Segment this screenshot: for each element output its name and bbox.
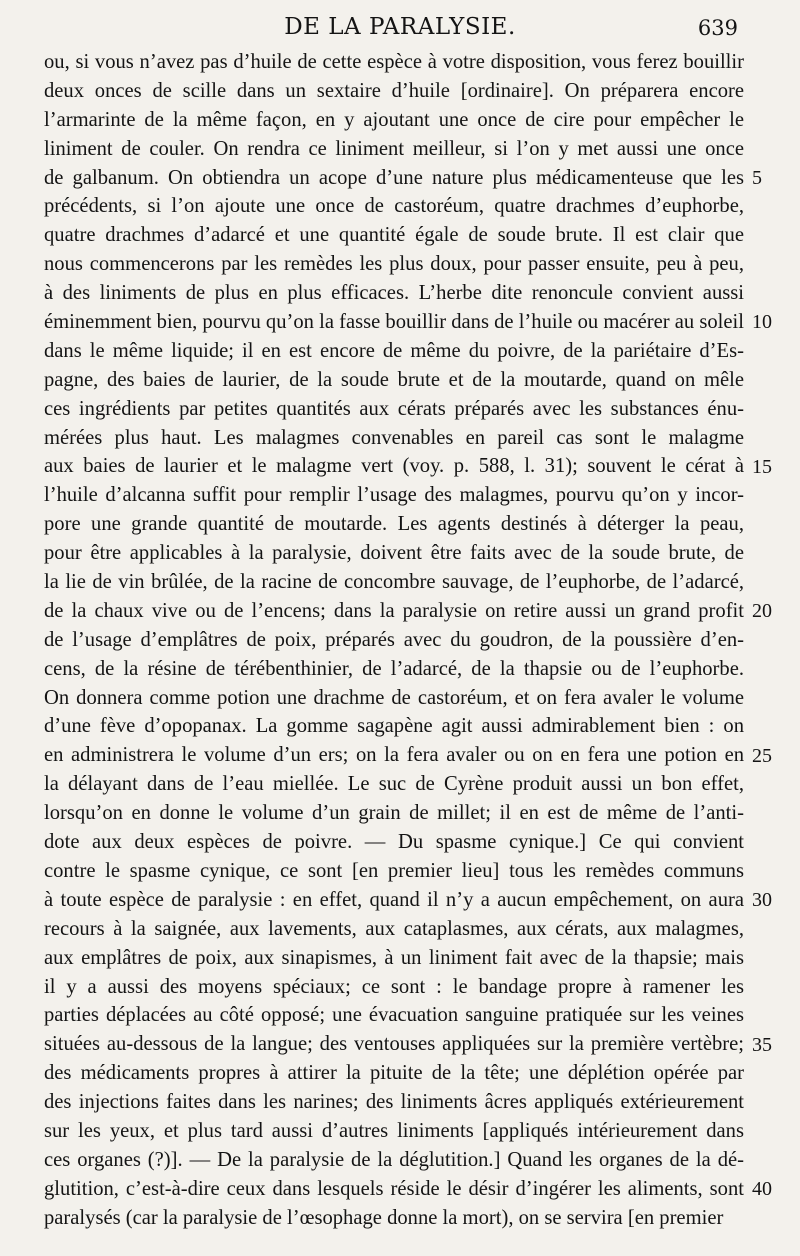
text-line: l’armarinte de la même façon, en y ajoutant une once de cire pour empêcher le	[44, 108, 744, 131]
text-line: la délayant dans de l’eau miellée. Le suc de Cyrène produit aussi un bon effet,	[44, 773, 744, 796]
text-line: de la chaux vive ou de l’encens; dans la paralysie on retire aussi un grand profit	[44, 599, 744, 622]
text-line: aux baies de laurier et le malagme vert (voy. p. 588, l. 31); souvent le cérat à	[44, 455, 744, 478]
line-number: 20	[752, 600, 772, 623]
text-line: liniment de couler. On rendra ce liniment meilleur, si l’on y met aussi une once	[44, 137, 744, 160]
text-line: des injections faites dans les narines; des liniments âcres appliqués extérieurement	[44, 1091, 744, 1114]
text-line: en administrera le volume d’un ers; on la fera avaler ou on en fera une potion en	[44, 744, 744, 767]
text-line: pour être applicables à la paralysie, doivent être faits avec de la soude brute, de	[44, 542, 744, 565]
line-number: 15	[752, 455, 772, 478]
text-line: nous commencerons par les remèdes les plus doux, pour passer ensuite, peu à peu,	[44, 253, 744, 276]
text-line: parties déplacées au côté opposé; une évacuation sanguine pratiquée sur les veines	[44, 1004, 744, 1027]
body-text	[44, 48, 744, 1233]
text-line: mérées plus haut. Les malagmes convenables en pareil cas sont le malagme	[44, 426, 744, 449]
running-title: DE LA PARALYSIE.	[284, 14, 516, 40]
line-number: 25	[752, 744, 772, 767]
text-line: pagne, des baies de laurier, de la soude brute et de la moutarde, quand on mêle	[44, 368, 744, 391]
text-line: de galbanum. On obtiendra un acope d’une nature plus médicamenteuse que les	[44, 166, 744, 189]
text-line: éminemment bien, pourvu qu’on la fasse bouillir dans de l’huile ou macérer au soleil	[44, 311, 744, 334]
page-number: 639	[697, 16, 738, 40]
line-number: 40	[752, 1178, 772, 1201]
text-line: d’une fève d’opopanax. La gomme sagapène agit aussi admirablement bien : on	[44, 715, 744, 738]
text-line: glutition, c’est-à-dire ceux dans lesquels réside le désir d’ingérer les aliments, sont	[44, 1177, 744, 1200]
page-header	[0, 14, 800, 48]
text-line: paralysés (car la paralysie de l’œsophage donne la mort), on se servira [en premier	[44, 1206, 724, 1229]
text-line: pore une grande quantité de moutarde. Les agents destinés à déterger la peau,	[44, 513, 744, 536]
text-line: il y a aussi des moyens spéciaux; ce sont : le bandage propre à ramener les	[44, 975, 744, 998]
text-line: cens, de la résine de térébenthinier, de l’adarcé, de la thapsie ou de l’euphorbe.	[44, 657, 744, 680]
text-line: recours à la saignée, aux lavements, aux cataplasmes, aux cérats, aux malagmes,	[44, 917, 744, 940]
text-line: l’huile d’alcanna suffit pour remplir l’usage des malagmes, pourvu qu’on y incor-	[44, 484, 744, 507]
text-line: ces organes (?)]. — De la paralysie de la déglutition.] Quand les organes de la dé-	[44, 1148, 744, 1171]
text-line: précédents, si l’on ajoute une once de castoréum, quatre drachmes d’euphorbe,	[44, 195, 744, 218]
line-number: 10	[752, 311, 772, 334]
line-number: 30	[752, 889, 772, 912]
text-line: la lie de vin brûlée, de la racine de concombre sauvage, de l’euphorbe, de l’adarcé,	[44, 571, 744, 594]
text-line: dans le même liquide; il en est encore de même du poivre, de la pariétaire d’Es-	[44, 339, 744, 362]
line-number: 35	[752, 1033, 772, 1056]
text-line: à des liniments de plus en plus efficaces. L’herbe dite renoncule convient aussi	[44, 282, 744, 305]
text-line: de l’usage d’emplâtres de poix, préparés avec du goudron, de la poussière d’en-	[44, 628, 744, 651]
text-line: lorsqu’on en donne le volume d’un grain de millet; il en est de même de l’anti-	[44, 802, 744, 825]
text-line: On donnera comme potion une drachme de castoréum, et on fera avaler le volume	[44, 686, 744, 709]
text-line: quatre drachmes d’adarcé et une quantité égale de soude brute. Il est clair que	[44, 224, 744, 247]
text-line: dote aux deux espèces de poivre. — Du spasme cynique.] Ce qui convient	[44, 831, 744, 854]
text-line: contre le spasme cynique, ce sont [en premier lieu] tous les remèdes communs	[44, 859, 744, 882]
text-line: sur les yeux, et plus tard aussi d’autres liniments [appliqués intérieurement dans	[44, 1119, 744, 1142]
text-line: ces ingrédients par petites quantités aux cérats préparés avec les substances énu-	[44, 397, 744, 420]
line-number: 5	[752, 166, 762, 189]
text-line: situées au-dessous de la langue; des ventouses appliquées sur la première vertèbre;	[44, 1033, 744, 1056]
text-line: des médicaments propres à attirer la pituite de la tête; une déplétion opérée par	[44, 1062, 744, 1085]
text-line: ou, si vous n’avez pas d’huile de cette espèce à votre disposition, vous ferez bouillir	[44, 51, 744, 73]
text-line: aux emplâtres de poix, aux sinapismes, à un liniment fait avec de la thapsie; mais	[44, 946, 744, 969]
text-line: deux onces de scille dans un sextaire d’huile [ordinaire]. On préparera encore	[44, 79, 744, 102]
text-line: à toute espèce de paralysie : en effet, quand il n’y a aucun empêchement, on aura	[44, 888, 744, 911]
